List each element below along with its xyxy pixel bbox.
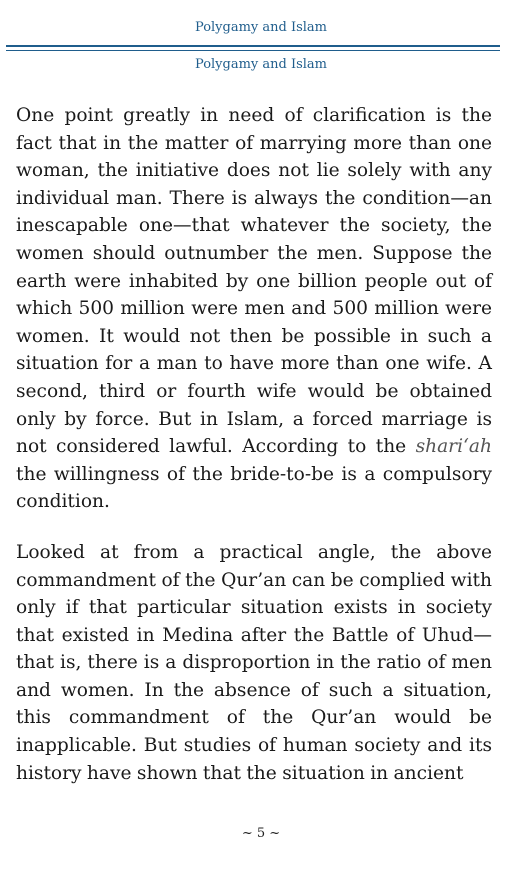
paragraph-1-text-a: One point greatly in need of clarification is the fact that in the matter of marrying more than one woman, the initiative does not lie solely with any individual man. There is always the condition—an inescapable one—that whatever the society, the women should outnumber the men. Suppose the earth were inhabited by one billion people out of which 500 million were men and 500 million were women. It would not then be possible in such a situation for a man to have more than one wife. A second, third or fourth wife would be obtained only by force. But in Islam, a forced marriage is not considered lawful. According to the bbox=[16, 105, 492, 458]
body-text bbox=[16, 102, 492, 787]
page-number: ~ 5 ~ bbox=[241, 826, 281, 841]
header-rule-thick bbox=[6, 45, 500, 47]
running-header-top: Polygamy and Islam bbox=[194, 20, 328, 35]
header-rule-thin bbox=[6, 50, 500, 51]
paragraph-1 bbox=[16, 102, 492, 516]
term-shariah: shari‘ah bbox=[415, 436, 492, 458]
paragraph-2: Looked at from a practical angle, the above commandment of the Qur’an can be complied with only if that particular situation exists in society that existed in Medina after the Battle of Uhud—that is, there is a disproportion in the ratio of men and women. In the absence of such a situation, this commandment of the Qur’an would be inapplicable. But studies of human society and its history have shown that the situation in ancient bbox=[16, 541, 492, 784]
running-header-bottom: Polygamy and Islam bbox=[194, 57, 328, 72]
paragraph-1-text-b: the willingness of the bride-to-be is a compulsory condition. bbox=[16, 463, 492, 513]
